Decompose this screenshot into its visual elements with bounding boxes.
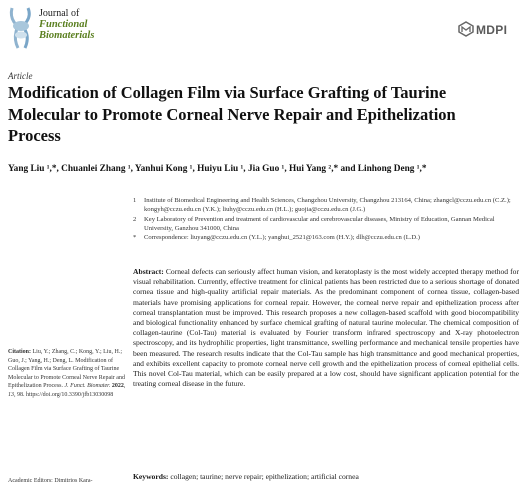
publisher-name: MDPI bbox=[476, 23, 508, 37]
correspondence-text: Correspondence: liuyang@cczu.edu.cn (Y.L.); yanghui_2521@163.com (H.Y.); dlh@cczu.edu.cn (L.D.) bbox=[144, 234, 420, 242]
affiliation-marker: 1 bbox=[133, 197, 137, 204]
citation-year: 2022 bbox=[111, 383, 124, 390]
citation-label: Citation: bbox=[8, 349, 31, 355]
publisher-logo[interactable] bbox=[458, 20, 514, 42]
affiliation-marker: 2 bbox=[133, 215, 137, 223]
article-type: Article bbox=[8, 71, 33, 81]
affiliation-text: Institute of Biomedical Engineering and Health Sciences, Changzhou University, Changzhou 213164, China; zhangcl@cczu.edu.cn (C.Z.); kongyh@cczu.edu.cn (Y.K.); liuhy@cczu.edu.cn (H.L.); guojia@cczu.edu.cn (J.G.) bbox=[144, 197, 511, 214]
journal-name-line3: Biomaterials bbox=[39, 30, 95, 41]
affiliation-2 bbox=[133, 215, 519, 234]
affiliation-text: Key Laboratory of Prevention and treatment of cardiovascular and cerebrovascular diseases, Ministry of Education, Gannan Medical University, Ganzhou 341000, China bbox=[144, 215, 495, 232]
citation-block: Citation: Liu, Y.; Zhang, C.; Kong, Y.; Liu, H.; Guo, J.; Yang, H.; Deng, L. Modification of Collagen Film via Surface Grafting of Taurine Molecular to Promote Corneal Nerve Repair and Epithelization Process. J. Funct. Biomater. 2022, 13, 98. https://doi.org/10.3390/jfb13030098 bbox=[8, 349, 126, 398]
article-title: Modification of Collagen Film via Surface Grafting of Taurine Molecular to Promote Corneal Nerve Repair and Epithelization Process bbox=[8, 83, 456, 145]
affiliations bbox=[133, 196, 519, 242]
keywords-label: Keywords: bbox=[133, 472, 169, 481]
abstract bbox=[133, 267, 519, 389]
keywords-text: collagen; taurine; nerve repair; epithelization; artificial cornea bbox=[170, 472, 359, 481]
abstract-label: Abstract: bbox=[133, 267, 164, 276]
abstract-text: Corneal defects can seriously affect human vision, and keratoplasty is the most widely accepted therapy method for visual rehabilitation. Currently, effective treatment for clinical patients has been restricted due to a serious shortage of donated cornea tissue and high-quality artificial repair materials. As the predominant component of cornea tissue, collagen-based materials have promising applications for corneal repair. However, the corneal nerve repair and epithelization process after corneal transplantation must be improved. This research proposes a new collagen-based scaffold with good biocompatibility and biological functionality enhanced by surface chemical grafting of natural taurine molecular. The chemical composition of collagen-taurine (Col-Tau) material is evaluated by Fourier transform infrared spectroscopy and X-ray photoelectron spectroscopy, and its hydrophilic properties, light transmittance, swelling performance and mechanical tensile properties have been measured. The research results indicate that the Col-Tau sample has high transmittance and good mechanical properties, and exhibits excellent capacity to promote corneal nerve cell growth and the epithelization process of corneal epithelial cells. This novel Col-Tau material, which can be easily prepared at a low cost, should have significant application potential for the treating corneal disease in the future. bbox=[133, 267, 519, 389]
citation-journal: J. Funct. Biomater. bbox=[64, 383, 111, 390]
citation-text: Liu, Y.; Zhang, C.; Kong, Y.; Liu, H.; Guo, J.; Yang, H.; Deng, L. Modification of Collagen Film via Surface Grafting of Taurine Molecular to Promote Corneal Nerve Repair and Epithelization Process. bbox=[8, 349, 125, 390]
academic-editors: Academic Editors: Dimitrios Kara- bbox=[8, 478, 93, 484]
journal-name-line1: Journal of bbox=[39, 8, 80, 19]
journal-logo[interactable] bbox=[8, 6, 168, 52]
correspondence bbox=[133, 233, 519, 242]
journal-name bbox=[39, 8, 94, 41]
affiliation-marker: * bbox=[133, 234, 137, 242]
journal-logo-icon bbox=[8, 6, 36, 50]
mdpi-logo-icon bbox=[458, 21, 474, 37]
citation-volume: 13 bbox=[8, 391, 14, 398]
keywords bbox=[133, 472, 519, 481]
journal-name-line2: Functional bbox=[39, 19, 88, 30]
citation-doi-link[interactable]: 98. https://doi.org/10.3390/jfb13030098 bbox=[17, 391, 114, 398]
author-list: Yang Liu ¹,*, Chuanlei Zhang ¹, Yanhui Kong ¹, Huiyu Liu ¹, Jia Guo ¹, Hui Yang ²,* and Linhong Deng ¹,* bbox=[8, 164, 427, 174]
affiliation-1 bbox=[133, 196, 519, 215]
